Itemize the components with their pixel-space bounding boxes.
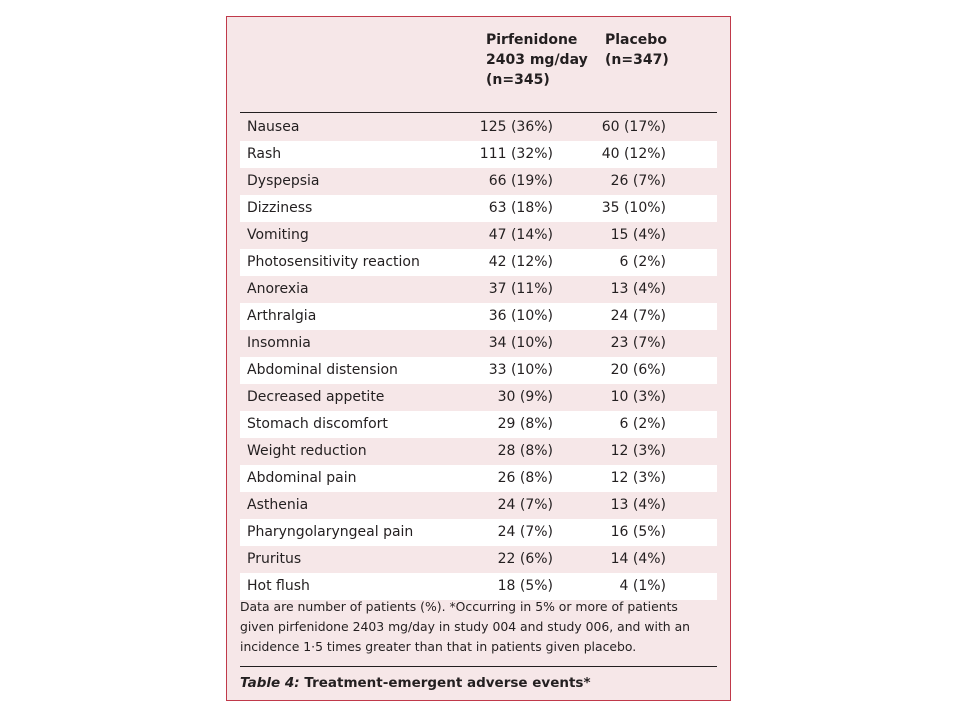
placebo-cell: 60 (17%) (601, 119, 666, 135)
pirfenidone-cell: 66 (19%) (488, 173, 553, 189)
pirfenidone-cell: 125 (36%) (479, 119, 553, 135)
placebo-cell: 40 (12%) (601, 146, 666, 162)
event-cell: Stomach discomfort (247, 416, 388, 432)
pirfenidone-cell: 42 (12%) (488, 254, 553, 270)
placebo-cell: 6 (2%) (619, 416, 666, 432)
column-header-placebo: Placebo (n=347) (605, 32, 669, 68)
pirfenidone-cell: 33 (10%) (488, 362, 553, 378)
pirfenidone-cell: 22 (6%) (497, 551, 553, 567)
pirfenidone-cell: 29 (8%) (497, 416, 553, 432)
placebo-cell: 4 (1%) (619, 578, 666, 594)
table-row (240, 276, 717, 303)
table-row (240, 573, 717, 600)
caption-divider (240, 666, 717, 667)
event-cell: Hot flush (247, 578, 310, 594)
placebo-cell: 13 (4%) (610, 497, 666, 513)
table-header (240, 30, 717, 113)
table-row (240, 438, 717, 465)
table-row (240, 141, 717, 168)
event-cell: Insomnia (247, 335, 311, 351)
caption-title: Treatment-emergent adverse events* (299, 675, 591, 691)
pirfenidone-cell: 24 (7%) (497, 524, 553, 540)
event-cell: Abdominal distension (247, 362, 398, 378)
event-cell: Dyspepsia (247, 173, 320, 189)
table-panel (226, 16, 731, 701)
pirfenidone-cell: 30 (9%) (497, 389, 553, 405)
column-header-pirfenidone: Pirfenidone 2403 mg/day (n=345) (486, 32, 588, 88)
event-cell: Pharyngolaryngeal pain (247, 524, 414, 540)
pirfenidone-cell: 26 (8%) (497, 470, 553, 486)
event-cell: Arthralgia (247, 308, 317, 324)
event-cell: Asthenia (247, 497, 309, 513)
event-cell: Rash (247, 146, 282, 162)
table-row (240, 492, 717, 519)
table-row (240, 519, 717, 546)
caption-label: Table 4: (240, 675, 300, 691)
event-cell: Weight reduction (247, 443, 367, 459)
placebo-cell: 15 (4%) (610, 227, 666, 243)
pirfenidone-cell: 63 (18%) (488, 200, 553, 216)
table-row (240, 222, 717, 249)
pirfenidone-cell: 28 (8%) (497, 443, 553, 459)
placebo-cell: 14 (4%) (610, 551, 666, 567)
event-cell: Anorexia (247, 281, 309, 297)
pirfenidone-cell: 36 (10%) (488, 308, 553, 324)
placebo-cell: 23 (7%) (610, 335, 666, 351)
table-row (240, 303, 717, 330)
pirfenidone-cell: 34 (10%) (488, 335, 553, 351)
pirfenidone-cell: 24 (7%) (497, 497, 553, 513)
placebo-cell: 13 (4%) (610, 281, 666, 297)
event-cell: Photosensitivity reaction (247, 254, 420, 270)
placebo-cell: 10 (3%) (610, 389, 666, 405)
table-row (240, 411, 717, 438)
pirfenidone-cell: 111 (32%) (479, 146, 553, 162)
table-row (240, 384, 717, 411)
table-row (240, 357, 717, 384)
placebo-cell: 12 (3%) (610, 470, 666, 486)
table-row (240, 249, 717, 276)
pirfenidone-cell: 18 (5%) (497, 578, 553, 594)
pirfenidone-cell: 37 (11%) (488, 281, 553, 297)
table-caption (240, 674, 591, 692)
event-cell: Abdominal pain (247, 470, 357, 486)
table-row (240, 168, 717, 195)
event-cell: Decreased appetite (247, 389, 385, 405)
table-footnote: Data are number of patients (%). *Occurring in 5% or more of patients given pirfenidone 2403 mg/day in study 004 and study 006, and with an incidence 1·5 times greater than that in patients given placebo. (240, 599, 691, 654)
placebo-cell: 26 (7%) (610, 173, 666, 189)
table-row (240, 114, 717, 141)
event-cell: Dizziness (247, 200, 313, 216)
placebo-cell: 12 (3%) (610, 443, 666, 459)
event-cell: Vomiting (247, 227, 309, 243)
pirfenidone-cell: 47 (14%) (488, 227, 553, 243)
table-row (240, 546, 717, 573)
table-row (240, 330, 717, 357)
placebo-cell: 35 (10%) (601, 200, 666, 216)
placebo-cell: 24 (7%) (610, 308, 666, 324)
event-cell: Pruritus (247, 551, 302, 567)
table-row (240, 465, 717, 492)
placebo-cell: 20 (6%) (610, 362, 666, 378)
table-body (240, 114, 717, 600)
event-cell: Nausea (247, 119, 300, 135)
table-row (240, 195, 717, 222)
placebo-cell: 16 (5%) (610, 524, 666, 540)
placebo-cell: 6 (2%) (619, 254, 666, 270)
